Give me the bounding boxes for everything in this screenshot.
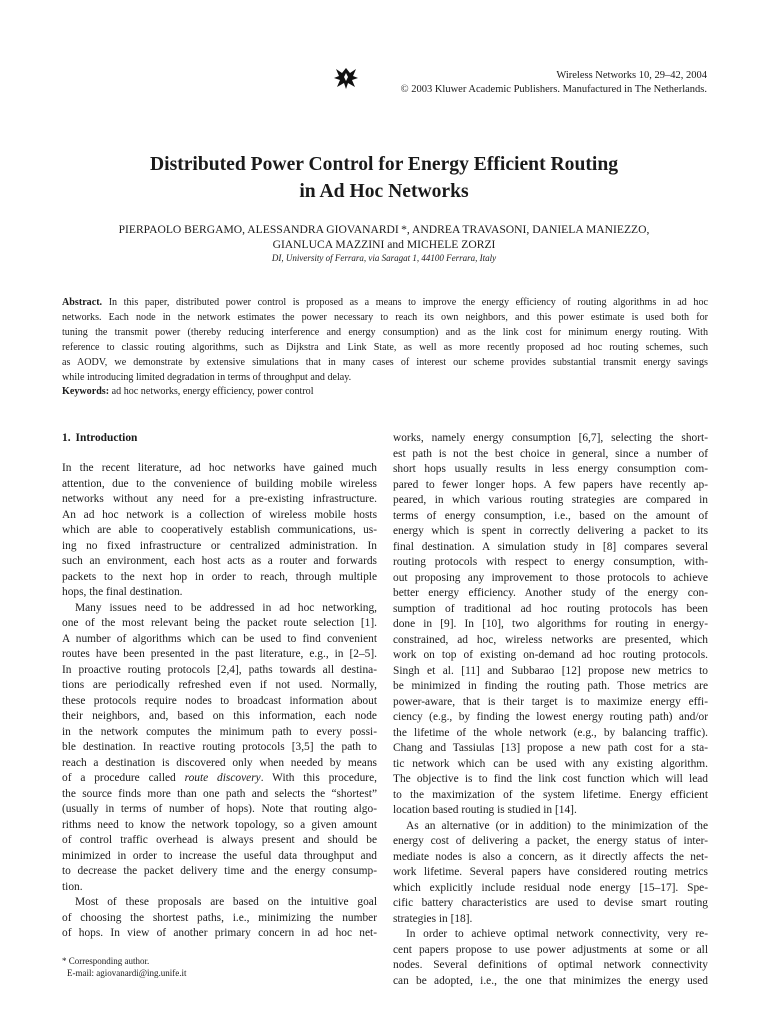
journal-info	[401, 69, 707, 97]
text-line: one of the most relevant being the packet route selection [1].	[62, 617, 377, 629]
text-line: these protocols require nodes to broadcast information about	[62, 694, 377, 707]
paragraph	[393, 819, 708, 928]
text-line: rithms need to know the network topology, so a given amount	[62, 818, 377, 831]
abstract-line: networks. Each node in the network estimates the power necessary to reach its own neighbors, and this power estimate is used both for	[62, 312, 708, 323]
text-line: Singh et al. [11] and Subbarao [12] propose new metrics to	[393, 664, 708, 677]
text-line: be minimized in finding the routing path. Those metrics are	[393, 680, 708, 692]
text-line: pared to fewer longer hops. A few papers have recently ap-	[393, 478, 708, 491]
text-line: mediate nodes is also a concern, as it directly affects the net-	[393, 850, 708, 863]
publisher-logo-icon	[333, 66, 359, 90]
text-line: An ad hoc network is a collection of wireless mobile hosts	[62, 508, 377, 521]
text-line: In order to achieve optimal network connectivity, very re-	[406, 928, 708, 940]
text-line: tion.	[62, 880, 83, 893]
text-line: which are able to cooperatively establish communications, us-	[62, 524, 377, 536]
keywords-label: Keywords:	[62, 386, 110, 397]
text-line: (usually in terms of number of hops). Note that routing algo-	[62, 803, 377, 815]
text-line: their neighbors, and, based on this information, each node	[62, 710, 377, 722]
text-line: sumption of traditional ad hoc routing protocols has been	[393, 602, 708, 615]
abstract-line: while introducing limited degradation in terms of throughput and delay.	[62, 372, 352, 383]
text-line: works, namely energy consumption [6,7], selecting the short-	[393, 432, 708, 444]
text-line: tions are periodically refreshed even if not used. Normally,	[62, 679, 377, 691]
text-line: tic network which can be used with any existing algorithm.	[393, 757, 708, 770]
text-line: In the recent literature, ad hoc networks have gained much	[62, 462, 377, 474]
abstract-line: as AODV, we demonstrate by extensive simulations that in many cases of interest our scheme provides substantial transmit energy savings	[62, 357, 708, 368]
text-line: final destination. A simulation study in [8] compares several	[393, 540, 708, 553]
text-line: power-aware, that is their target is to maximize energy effi-	[393, 695, 708, 708]
text-line: peared, in which various routing strategies are compared in	[393, 494, 708, 506]
text-line: the lifetime of the whole network (e.g., by balancing traffic).	[393, 726, 708, 739]
paper-title	[0, 151, 768, 205]
text-line: of choosing the shortest paths, i.e., minimizing the number	[62, 911, 377, 924]
text-line: work on top of existing on-demand ad hoc routing protocols.	[393, 649, 708, 661]
abstract	[62, 295, 708, 385]
footnote	[62, 955, 377, 979]
section-number: 1.	[62, 432, 71, 444]
footnote-corresponding-author: * Corresponding author.	[62, 956, 150, 966]
section-title: Introduction	[75, 432, 138, 444]
text-line: packets to the next hop in order to reach, through multiple	[62, 570, 377, 583]
text-line: the source finds more than one path and selects the “shortest”	[62, 787, 377, 800]
text-line: such an environment, each host acts as a router and forwards	[62, 555, 377, 567]
text-line: energy cost of delivering a packet, the energy status of inter-	[393, 835, 708, 847]
title-line-2: in Ad Hoc Networks	[299, 181, 469, 202]
text-line: of a procedure called route discovery. With this procedure,	[62, 772, 377, 784]
text-line: to decrease the packet delivery time and the energy consump-	[62, 865, 377, 877]
copyright-line: © 2003 Kluwer Academic Publishers. Manufactured in The Netherlands.	[400, 84, 707, 95]
paragraph	[62, 895, 377, 942]
journal-citation: Wireless Networks 10, 29–42, 2004	[556, 70, 707, 81]
text-line: routes have been presented in the past literature, e.g., in [2–5].	[62, 648, 377, 660]
text-line: Chang and Tassiulas [13] propose a new path cost for a sta-	[393, 742, 708, 754]
affiliation: DI, University of Ferrara, via Saragat 1, 44100 Ferrara, Italy	[271, 253, 497, 263]
text-line: hops, the final destination.	[62, 586, 183, 598]
paragraph	[62, 601, 377, 896]
text-line: Most of these proposals are based on the intuitive goal	[75, 896, 377, 908]
text-line: ble destination. In reactive routing protocols [3,5] the path to	[62, 741, 377, 753]
text-line: cific battery characteristics are used to devise smart routing	[393, 897, 708, 909]
text-line: As an alternative (or in addition) to the minimization of the	[406, 819, 708, 832]
footnote-email: E-mail: agiovanardi@ing.unife.it	[67, 968, 187, 978]
keywords-text: ad hoc networks, energy efficiency, power control	[111, 386, 314, 397]
text-line: out proposing any improvement to those protocols to achieve	[393, 571, 708, 584]
text-line: ing no fixed infrastructure or centralized administration. In	[62, 539, 377, 552]
paragraph	[393, 431, 708, 819]
text-line: attention, due to the convenience of building mobile wireless	[62, 477, 377, 490]
text-line: The objective is to find the link cost function which will lead	[393, 773, 708, 785]
text-line: of control traffic overhead is always present and should be	[62, 834, 377, 846]
text-line: strategies in [18].	[393, 912, 473, 925]
text-line: done in [9]. In [10], two algorithms for routing in energy-	[393, 618, 708, 630]
author-list	[0, 222, 768, 252]
text-line: Many issues need to be addressed in ad hoc networking,	[75, 601, 377, 614]
text-line: better energy efficiency. Another study of the energy con-	[393, 587, 708, 599]
text-line: reach a destination is discovered only when needed by means	[62, 756, 377, 769]
text-line: of hops. In view of another primary concern in ad hoc net-	[62, 927, 377, 939]
keywords	[62, 385, 708, 399]
text-line: networks without any need for a pre-existing infrastructure.	[62, 493, 377, 505]
text-line: short hops usually results in less energy consumption com-	[393, 463, 708, 475]
abstract-line: tuning the transmit power (thereby reducing interference and energy consumption) and as the link cost for minimum energy routing. With	[62, 327, 708, 338]
left-column	[62, 461, 377, 942]
text-line: In proactive routing protocols [2,4], paths towards all destina-	[62, 663, 377, 676]
text-line: which explicitly include residual node energy [15–17]. Spe-	[393, 881, 708, 894]
text-line: constrained, ad hoc, wireless networks are presented, which	[393, 633, 708, 646]
emphasized-term: route discovery	[184, 772, 261, 784]
text-line: terms of energy consumption, i.e., based on the amount of	[393, 509, 708, 522]
paragraph	[62, 461, 377, 601]
title-line-1: Distributed Power Control for Energy Efficient Routing	[149, 154, 619, 175]
text-line: routing protocols with respect to energy consumption, with-	[393, 556, 708, 568]
text-line: ciency (e.g., by finding the lowest energy routing path) and/or	[393, 711, 708, 723]
text-line: energy which is spent in correctly delivering a packet to its	[393, 525, 708, 537]
authors-line-2: GIANLUCA MAZZINI and MICHELE ZORZI	[272, 238, 496, 251]
text-line: minimized in order to increase the useful data throughput and	[62, 849, 377, 862]
abstract-line: reference to classic routing algorithms, such as Dijkstra and Link State, as well as more recently proposed ad hoc routing schemes, such	[62, 342, 708, 353]
abstract-line: In this paper, distributed power control is proposed as a means to improve the energy efficiency of routing algorithms in ad hoc	[108, 297, 708, 308]
paragraph	[393, 927, 708, 989]
text-line: work lifetime. Several papers have considered routing metrics	[393, 866, 708, 878]
text-line: A number of algorithms which can be used to find convenient	[62, 632, 377, 645]
text-line: est path is not the best choice in general, since a number of	[393, 447, 708, 460]
text-line: nodes. Several definitions of optimal network connectivity	[393, 959, 708, 971]
authors-line-1: PIERPAOLO BERGAMO, ALESSANDRA GIOVANARDI *, ANDREA TRAVASONI, DANIELA MANIEZZO,	[118, 223, 650, 236]
abstract-label: Abstract.	[62, 297, 103, 308]
section-heading	[62, 431, 137, 446]
text-line: to the maximization of the system lifetime. Energy efficient	[393, 788, 708, 801]
text-line: cent papers propose to use power adjustments at some or all	[393, 943, 708, 956]
text-line: in the network computes the minimum path to every possi-	[62, 725, 377, 738]
text-line: location based routing is studied in [14].	[393, 804, 577, 816]
right-column	[393, 431, 708, 989]
text-line: can be adopted, i.e., the one that minimizes the energy used	[393, 974, 708, 987]
